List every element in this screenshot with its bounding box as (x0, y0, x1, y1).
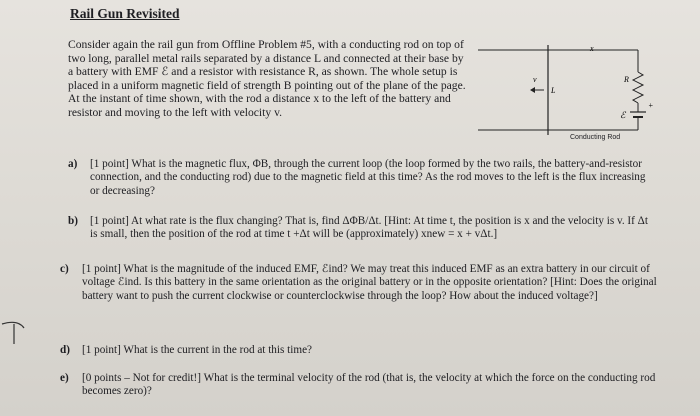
page-title: Rail Gun Revisited (70, 6, 180, 21)
question-text: [1 point] At what rate is the flux changing? That is, find ΔΦB/Δt. [Hint: At time t, the position is x and the velocity is v. If Δt is small, then the position of the rod at time t +Δt will be (approximately) xnew = x + vΔt.] (90, 215, 648, 241)
label-x: x (590, 44, 594, 53)
question-letter: d) (60, 344, 70, 356)
diagram-caption: Conducting Rod (570, 134, 621, 141)
label-v: v (533, 75, 537, 84)
question-text: [1 point] What is the magnitude of the induced EMF, ℰind? We may treat this induced EMF as an extra battery in our circuit of voltage ℰind. Is this battery in the same orientation as the original battery or in the opposite orientation? [Hint: Does the original battery want to push the current clockwise or counterclockwise through the loop? How about the induced voltage?] (82, 263, 657, 302)
label-plus: + (648, 101, 654, 110)
label-R: R (624, 75, 629, 84)
question-text: [1 point] What is the magnetic flux, ΦB, through the current loop (the loop formed by the two rails, the battery-and-resistor connection, and the conducting rod) due to the magnetic field at this time? As the rod moves to the left is the flux increasing or decreasing? (90, 158, 646, 197)
question-letter: c) (60, 263, 69, 275)
label-emf: ℰ (620, 110, 626, 120)
question-text: [1 point] What is the current in the rod at this time? (82, 344, 313, 356)
rail-gun-diagram (478, 40, 678, 152)
label-L: L (551, 86, 556, 95)
question-letter: b) (68, 215, 78, 227)
velocity-arrowhead (530, 87, 535, 93)
question-text: [0 points – Not for credit!] What is the terminal velocity of the rod (that is, the velocity at which the force on the conducting rod becomes zero)? (82, 372, 656, 398)
resistor-symbol (633, 72, 643, 103)
margin-mark-icon (0, 318, 30, 348)
intro-paragraph: Consider again the rail gun from Offline Problem #5, with a conducting rod on top of two long, parallel metal rails separated by a distance L and connected at their base by a battery with EMF ℰ and a resistor with resistance R, as shown. The whole setup is placed in a uniform magnetic field of strength B pointing out of the plane of the page. At the instant of time shown, with the rod a distance x to the left of the battery and resistor and moving to the left with velocity v. (68, 38, 466, 119)
question-letter: a) (68, 158, 78, 170)
question-letter: e) (60, 372, 69, 384)
